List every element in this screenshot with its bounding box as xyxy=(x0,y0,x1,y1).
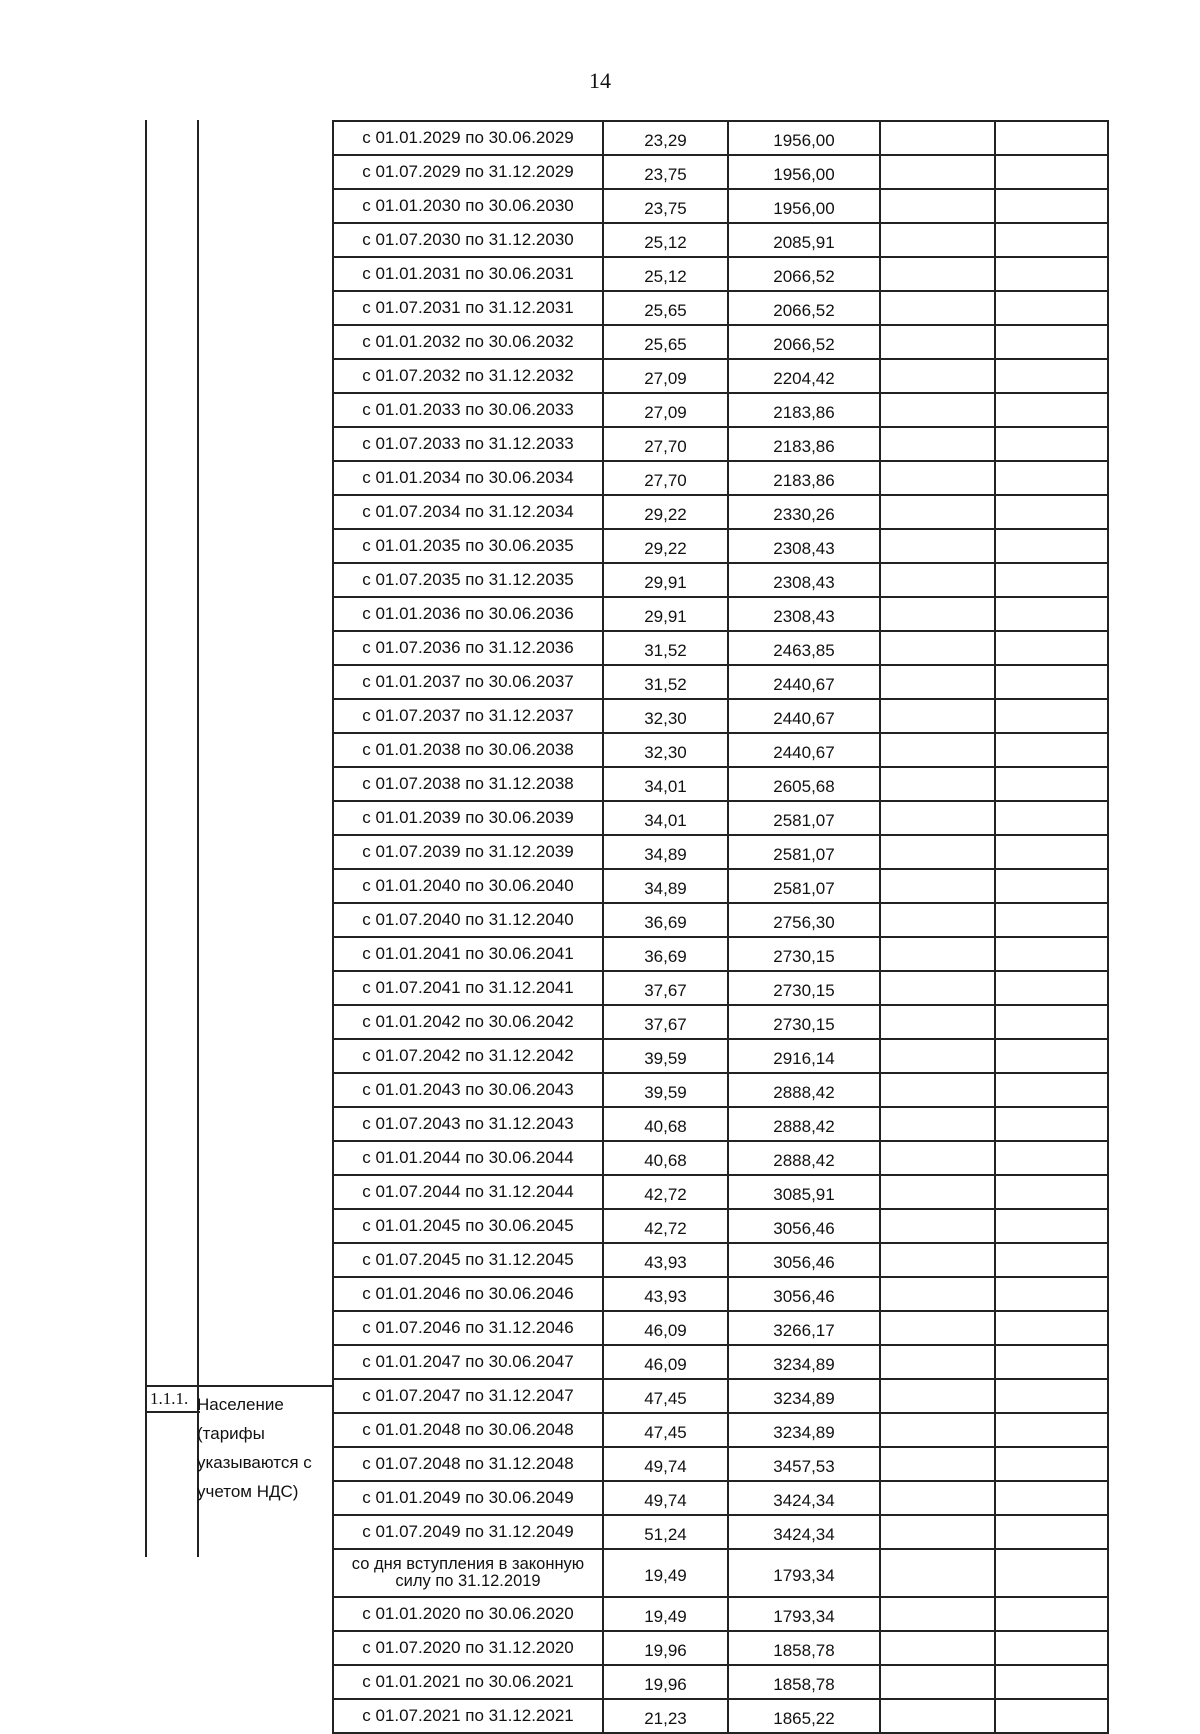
amount-cell: 2756,30 xyxy=(728,903,880,937)
empty-cell xyxy=(880,597,995,631)
empty-cell xyxy=(880,903,995,937)
amount-cell: 2183,86 xyxy=(728,461,880,495)
empty-cell xyxy=(995,1277,1108,1311)
period-cell: с 01.07.2044 по 31.12.2044 xyxy=(333,1175,603,1209)
empty-cell xyxy=(995,1073,1108,1107)
period-cell: с 01.07.2043 по 31.12.2043 xyxy=(333,1107,603,1141)
rate-cell: 27,70 xyxy=(603,427,728,461)
amount-cell: 3266,17 xyxy=(728,1311,880,1345)
rate-cell: 25,65 xyxy=(603,291,728,325)
amount-cell: 3056,46 xyxy=(728,1209,880,1243)
table-row xyxy=(333,1515,1108,1549)
left-inner-border xyxy=(197,120,199,1557)
empty-cell xyxy=(995,971,1108,1005)
empty-cell xyxy=(880,563,995,597)
table-row xyxy=(333,1277,1108,1311)
page-number: 14 xyxy=(589,68,611,93)
empty-cell xyxy=(995,1515,1108,1549)
period-cell: с 01.07.2048 по 31.12.2048 xyxy=(333,1447,603,1481)
table-row xyxy=(333,529,1108,563)
rate-cell: 49,74 xyxy=(603,1447,728,1481)
rate-cell: 36,69 xyxy=(603,937,728,971)
empty-cell xyxy=(995,597,1108,631)
table-row xyxy=(333,563,1108,597)
empty-cell xyxy=(995,393,1108,427)
rate-cell: 46,09 xyxy=(603,1311,728,1345)
empty-cell xyxy=(995,1345,1108,1379)
amount-cell: 2730,15 xyxy=(728,937,880,971)
empty-cell xyxy=(995,1665,1108,1699)
rate-cell: 40,68 xyxy=(603,1107,728,1141)
period-cell: с 01.01.2037 по 30.06.2037 xyxy=(333,665,603,699)
empty-cell xyxy=(995,461,1108,495)
period-cell: с 01.07.2029 по 31.12.2029 xyxy=(333,155,603,189)
empty-cell xyxy=(880,155,995,189)
table-row xyxy=(333,971,1108,1005)
period-cell: с 01.01.2034 по 30.06.2034 xyxy=(333,461,603,495)
period-cell: с 01.01.2038 по 30.06.2038 xyxy=(333,733,603,767)
section-name xyxy=(197,1390,329,1506)
section-number: 1.1.1. xyxy=(145,1385,200,1413)
table-row xyxy=(333,1243,1108,1277)
amount-cell: 3085,91 xyxy=(728,1175,880,1209)
empty-cell xyxy=(995,257,1108,291)
period-cell: со дня вступления в законную силу по 31.12.2019 xyxy=(333,1549,603,1597)
period-cell: с 01.01.2033 по 30.06.2033 xyxy=(333,393,603,427)
period-cell: с 01.01.2042 по 30.06.2042 xyxy=(333,1005,603,1039)
period-cell: с 01.01.2039 по 30.06.2039 xyxy=(333,801,603,835)
period-cell: с 01.07.2039 по 31.12.2039 xyxy=(333,835,603,869)
empty-cell xyxy=(880,325,995,359)
empty-cell xyxy=(995,835,1108,869)
rate-cell: 42,72 xyxy=(603,1175,728,1209)
amount-cell: 2888,42 xyxy=(728,1107,880,1141)
table-row xyxy=(333,1345,1108,1379)
period-cell: с 01.01.2031 по 30.06.2031 xyxy=(333,257,603,291)
empty-cell xyxy=(995,767,1108,801)
period-cell: с 01.07.2042 по 31.12.2042 xyxy=(333,1039,603,1073)
period-cell: с 01.01.2045 по 30.06.2045 xyxy=(333,1209,603,1243)
empty-cell xyxy=(880,1481,995,1515)
period-cell: с 01.01.2043 по 30.06.2043 xyxy=(333,1073,603,1107)
amount-cell: 2066,52 xyxy=(728,291,880,325)
table-row xyxy=(333,937,1108,971)
empty-cell xyxy=(995,1141,1108,1175)
amount-cell: 1956,00 xyxy=(728,155,880,189)
table-row xyxy=(333,1141,1108,1175)
empty-cell xyxy=(880,1379,995,1413)
empty-cell xyxy=(880,1631,995,1665)
rate-cell: 29,91 xyxy=(603,563,728,597)
amount-cell: 3234,89 xyxy=(728,1379,880,1413)
rate-cell: 25,65 xyxy=(603,325,728,359)
table-row xyxy=(333,1039,1108,1073)
empty-cell xyxy=(880,121,995,155)
empty-cell xyxy=(995,699,1108,733)
amount-cell: 2440,67 xyxy=(728,665,880,699)
period-cell: с 01.07.2041 по 31.12.2041 xyxy=(333,971,603,1005)
amount-cell: 2204,42 xyxy=(728,359,880,393)
empty-cell xyxy=(880,427,995,461)
rate-cell: 23,29 xyxy=(603,121,728,155)
amount-cell: 2440,67 xyxy=(728,733,880,767)
rate-cell: 34,01 xyxy=(603,801,728,835)
empty-cell xyxy=(880,1597,995,1631)
table-row xyxy=(333,631,1108,665)
period-cell: с 01.01.2020 по 30.06.2020 xyxy=(333,1597,603,1631)
period-cell: с 01.07.2049 по 31.12.2049 xyxy=(333,1515,603,1549)
table-row xyxy=(333,767,1108,801)
rate-cell: 25,12 xyxy=(603,223,728,257)
amount-cell: 1956,00 xyxy=(728,121,880,155)
empty-cell xyxy=(995,631,1108,665)
table-row xyxy=(333,1413,1108,1447)
empty-cell xyxy=(880,223,995,257)
rate-cell: 29,22 xyxy=(603,529,728,563)
amount-cell: 1793,34 xyxy=(728,1597,880,1631)
amount-cell: 2730,15 xyxy=(728,971,880,1005)
empty-cell xyxy=(880,1005,995,1039)
rate-cell: 27,09 xyxy=(603,393,728,427)
amount-cell: 1858,78 xyxy=(728,1631,880,1665)
table-row xyxy=(333,257,1108,291)
empty-cell xyxy=(880,495,995,529)
period-cell: с 01.07.2034 по 31.12.2034 xyxy=(333,495,603,529)
period-cell: с 01.01.2049 по 30.06.2049 xyxy=(333,1481,603,1515)
table-row xyxy=(333,1699,1108,1733)
empty-cell xyxy=(995,903,1108,937)
amount-cell: 3234,89 xyxy=(728,1413,880,1447)
rate-cell: 21,23 xyxy=(603,1699,728,1733)
period-cell: с 01.01.2044 по 30.06.2044 xyxy=(333,1141,603,1175)
period-cell: с 01.07.2045 по 31.12.2045 xyxy=(333,1243,603,1277)
empty-cell xyxy=(995,189,1108,223)
empty-cell xyxy=(995,1209,1108,1243)
amount-cell: 3424,34 xyxy=(728,1481,880,1515)
amount-cell: 2440,67 xyxy=(728,699,880,733)
period-cell: с 01.01.2041 по 30.06.2041 xyxy=(333,937,603,971)
rate-cell: 31,52 xyxy=(603,631,728,665)
rate-cell: 43,93 xyxy=(603,1243,728,1277)
period-cell: с 01.01.2048 по 30.06.2048 xyxy=(333,1413,603,1447)
empty-cell xyxy=(995,937,1108,971)
period-cell: с 01.07.2031 по 31.12.2031 xyxy=(333,291,603,325)
table-row xyxy=(333,903,1108,937)
rate-cell: 39,59 xyxy=(603,1073,728,1107)
amount-cell: 3424,34 xyxy=(728,1515,880,1549)
empty-cell xyxy=(995,1413,1108,1447)
empty-cell xyxy=(880,1311,995,1345)
rate-cell: 36,69 xyxy=(603,903,728,937)
empty-cell xyxy=(880,257,995,291)
table-row xyxy=(333,699,1108,733)
rate-cell: 40,68 xyxy=(603,1141,728,1175)
amount-cell: 2581,07 xyxy=(728,835,880,869)
table-row xyxy=(333,121,1108,155)
period-cell: с 01.01.2032 по 30.06.2032 xyxy=(333,325,603,359)
empty-cell xyxy=(995,869,1108,903)
table-row xyxy=(333,665,1108,699)
rate-cell: 49,74 xyxy=(603,1481,728,1515)
table-row xyxy=(333,1005,1108,1039)
table-row xyxy=(333,1447,1108,1481)
amount-cell: 2308,43 xyxy=(728,529,880,563)
section-name-line: указываются с xyxy=(197,1453,312,1472)
amount-cell: 2066,52 xyxy=(728,257,880,291)
table-row xyxy=(333,733,1108,767)
empty-cell xyxy=(880,733,995,767)
empty-cell xyxy=(995,1175,1108,1209)
rate-cell: 23,75 xyxy=(603,155,728,189)
table-row xyxy=(333,1481,1108,1515)
amount-cell: 2581,07 xyxy=(728,869,880,903)
section-name-line: учетом НДС) xyxy=(197,1482,299,1501)
table-row xyxy=(333,1107,1108,1141)
amount-cell: 1858,78 xyxy=(728,1665,880,1699)
period-cell: с 01.07.2046 по 31.12.2046 xyxy=(333,1311,603,1345)
amount-cell: 2730,15 xyxy=(728,1005,880,1039)
empty-cell xyxy=(880,1209,995,1243)
left-outer-border xyxy=(145,120,147,1557)
empty-cell xyxy=(995,1039,1108,1073)
table-row xyxy=(333,223,1108,257)
rate-cell: 37,67 xyxy=(603,971,728,1005)
empty-cell xyxy=(880,801,995,835)
rate-cell: 19,49 xyxy=(603,1597,728,1631)
table-row xyxy=(333,155,1108,189)
rate-cell: 32,30 xyxy=(603,699,728,733)
empty-cell xyxy=(995,1379,1108,1413)
empty-cell xyxy=(880,1345,995,1379)
tariff-table-body xyxy=(333,121,1108,1733)
period-cell: с 01.07.2032 по 31.12.2032 xyxy=(333,359,603,393)
amount-cell: 2330,26 xyxy=(728,495,880,529)
empty-cell xyxy=(995,1631,1108,1665)
empty-cell xyxy=(880,937,995,971)
empty-cell xyxy=(995,1107,1108,1141)
amount-cell: 1865,22 xyxy=(728,1699,880,1733)
empty-cell xyxy=(880,1243,995,1277)
rate-cell: 23,75 xyxy=(603,189,728,223)
rate-cell: 32,30 xyxy=(603,733,728,767)
empty-cell xyxy=(880,1699,995,1733)
period-cell: с 01.01.2036 по 30.06.2036 xyxy=(333,597,603,631)
period-cell: с 01.07.2038 по 31.12.2038 xyxy=(333,767,603,801)
table-row xyxy=(333,1549,1108,1597)
empty-cell xyxy=(880,971,995,1005)
empty-cell xyxy=(995,1005,1108,1039)
period-cell: с 01.01.2047 по 30.06.2047 xyxy=(333,1345,603,1379)
amount-cell: 2183,86 xyxy=(728,393,880,427)
table-row xyxy=(333,325,1108,359)
empty-cell xyxy=(995,325,1108,359)
amount-cell: 2308,43 xyxy=(728,563,880,597)
empty-cell xyxy=(880,699,995,733)
rate-cell: 27,09 xyxy=(603,359,728,393)
table-row xyxy=(333,801,1108,835)
period-cell: с 01.07.2033 по 31.12.2033 xyxy=(333,427,603,461)
period-cell: с 01.07.2037 по 31.12.2037 xyxy=(333,699,603,733)
rate-cell: 47,45 xyxy=(603,1379,728,1413)
table-row xyxy=(333,427,1108,461)
table-row xyxy=(333,1665,1108,1699)
amount-cell: 2183,86 xyxy=(728,427,880,461)
empty-cell xyxy=(880,189,995,223)
rate-cell: 19,96 xyxy=(603,1665,728,1699)
period-cell: с 01.07.2020 по 31.12.2020 xyxy=(333,1631,603,1665)
table-row xyxy=(333,869,1108,903)
amount-cell: 2916,14 xyxy=(728,1039,880,1073)
table-row xyxy=(333,495,1108,529)
empty-cell xyxy=(995,291,1108,325)
rate-cell: 27,70 xyxy=(603,461,728,495)
empty-cell xyxy=(995,359,1108,393)
empty-cell xyxy=(880,767,995,801)
empty-cell xyxy=(995,1597,1108,1631)
period-cell: с 01.01.2040 по 30.06.2040 xyxy=(333,869,603,903)
amount-cell: 2888,42 xyxy=(728,1141,880,1175)
period-cell: с 01.07.2030 по 31.12.2030 xyxy=(333,223,603,257)
empty-cell xyxy=(995,427,1108,461)
empty-cell xyxy=(880,1515,995,1549)
period-cell: с 01.01.2029 по 30.06.2029 xyxy=(333,121,603,155)
table-row xyxy=(333,393,1108,427)
empty-cell xyxy=(880,835,995,869)
amount-cell: 2581,07 xyxy=(728,801,880,835)
amount-cell: 2085,91 xyxy=(728,223,880,257)
amount-cell: 3056,46 xyxy=(728,1277,880,1311)
period-cell: с 01.07.2047 по 31.12.2047 xyxy=(333,1379,603,1413)
empty-cell xyxy=(880,1175,995,1209)
table-row xyxy=(333,1379,1108,1413)
table-row xyxy=(333,1209,1108,1243)
empty-cell xyxy=(880,1447,995,1481)
table-row xyxy=(333,1631,1108,1665)
table-row xyxy=(333,291,1108,325)
empty-cell xyxy=(880,359,995,393)
empty-cell xyxy=(880,529,995,563)
empty-cell xyxy=(880,461,995,495)
amount-cell: 2308,43 xyxy=(728,597,880,631)
empty-cell xyxy=(880,1665,995,1699)
period-cell: с 01.07.2035 по 31.12.2035 xyxy=(333,563,603,597)
rate-cell: 19,96 xyxy=(603,1631,728,1665)
empty-cell xyxy=(995,121,1108,155)
empty-cell xyxy=(880,1141,995,1175)
rate-cell: 34,89 xyxy=(603,869,728,903)
table-row xyxy=(333,1311,1108,1345)
empty-cell xyxy=(995,665,1108,699)
empty-cell xyxy=(880,393,995,427)
amount-cell: 2605,68 xyxy=(728,767,880,801)
rate-cell: 43,93 xyxy=(603,1277,728,1311)
empty-cell xyxy=(995,1243,1108,1277)
rate-cell: 34,89 xyxy=(603,835,728,869)
rate-cell: 42,72 xyxy=(603,1209,728,1243)
table-row xyxy=(333,1597,1108,1631)
section-name-line: Население xyxy=(197,1395,284,1414)
amount-cell: 2888,42 xyxy=(728,1073,880,1107)
empty-cell xyxy=(880,1073,995,1107)
period-cell: с 01.01.2046 по 30.06.2046 xyxy=(333,1277,603,1311)
amount-cell: 3234,89 xyxy=(728,1345,880,1379)
amount-cell: 2066,52 xyxy=(728,325,880,359)
period-cell: с 01.07.2021 по 31.12.2021 xyxy=(333,1699,603,1733)
empty-cell xyxy=(880,631,995,665)
rate-cell: 39,59 xyxy=(603,1039,728,1073)
empty-cell xyxy=(880,1039,995,1073)
empty-cell xyxy=(880,665,995,699)
empty-cell xyxy=(995,801,1108,835)
period-cell: с 01.01.2035 по 30.06.2035 xyxy=(333,529,603,563)
rate-cell: 46,09 xyxy=(603,1345,728,1379)
rate-cell: 31,52 xyxy=(603,665,728,699)
table-row xyxy=(333,1175,1108,1209)
empty-cell xyxy=(880,869,995,903)
rate-cell: 34,01 xyxy=(603,767,728,801)
rate-cell: 51,24 xyxy=(603,1515,728,1549)
table-row xyxy=(333,835,1108,869)
empty-cell xyxy=(995,495,1108,529)
empty-cell xyxy=(995,563,1108,597)
period-cell: с 01.01.2030 по 30.06.2030 xyxy=(333,189,603,223)
empty-cell xyxy=(995,223,1108,257)
empty-cell xyxy=(995,1447,1108,1481)
amount-cell: 3457,53 xyxy=(728,1447,880,1481)
table-row xyxy=(333,597,1108,631)
tariff-table xyxy=(332,120,1109,1734)
empty-cell xyxy=(995,733,1108,767)
amount-cell: 1793,34 xyxy=(728,1549,880,1597)
rate-cell: 25,12 xyxy=(603,257,728,291)
table-row xyxy=(333,189,1108,223)
amount-cell: 3056,46 xyxy=(728,1243,880,1277)
rate-cell: 29,22 xyxy=(603,495,728,529)
table-row xyxy=(333,359,1108,393)
table-row xyxy=(333,1073,1108,1107)
period-cell: с 01.07.2036 по 31.12.2036 xyxy=(333,631,603,665)
table-row xyxy=(333,461,1108,495)
empty-cell xyxy=(880,291,995,325)
period-cell: с 01.01.2021 по 30.06.2021 xyxy=(333,1665,603,1699)
empty-cell xyxy=(995,1699,1108,1733)
period-cell: с 01.07.2040 по 31.12.2040 xyxy=(333,903,603,937)
amount-cell: 1956,00 xyxy=(728,189,880,223)
amount-cell: 2463,85 xyxy=(728,631,880,665)
empty-cell xyxy=(880,1413,995,1447)
section-name-line: (тарифы xyxy=(197,1424,265,1443)
empty-cell xyxy=(995,1481,1108,1515)
empty-cell xyxy=(880,1277,995,1311)
empty-cell xyxy=(995,155,1108,189)
empty-cell xyxy=(880,1549,995,1597)
empty-cell xyxy=(995,529,1108,563)
empty-cell xyxy=(995,1549,1108,1597)
empty-cell xyxy=(995,1311,1108,1345)
rate-cell: 37,67 xyxy=(603,1005,728,1039)
empty-cell xyxy=(880,1107,995,1141)
rate-cell: 47,45 xyxy=(603,1413,728,1447)
rate-cell: 29,91 xyxy=(603,597,728,631)
rate-cell: 19,49 xyxy=(603,1549,728,1597)
